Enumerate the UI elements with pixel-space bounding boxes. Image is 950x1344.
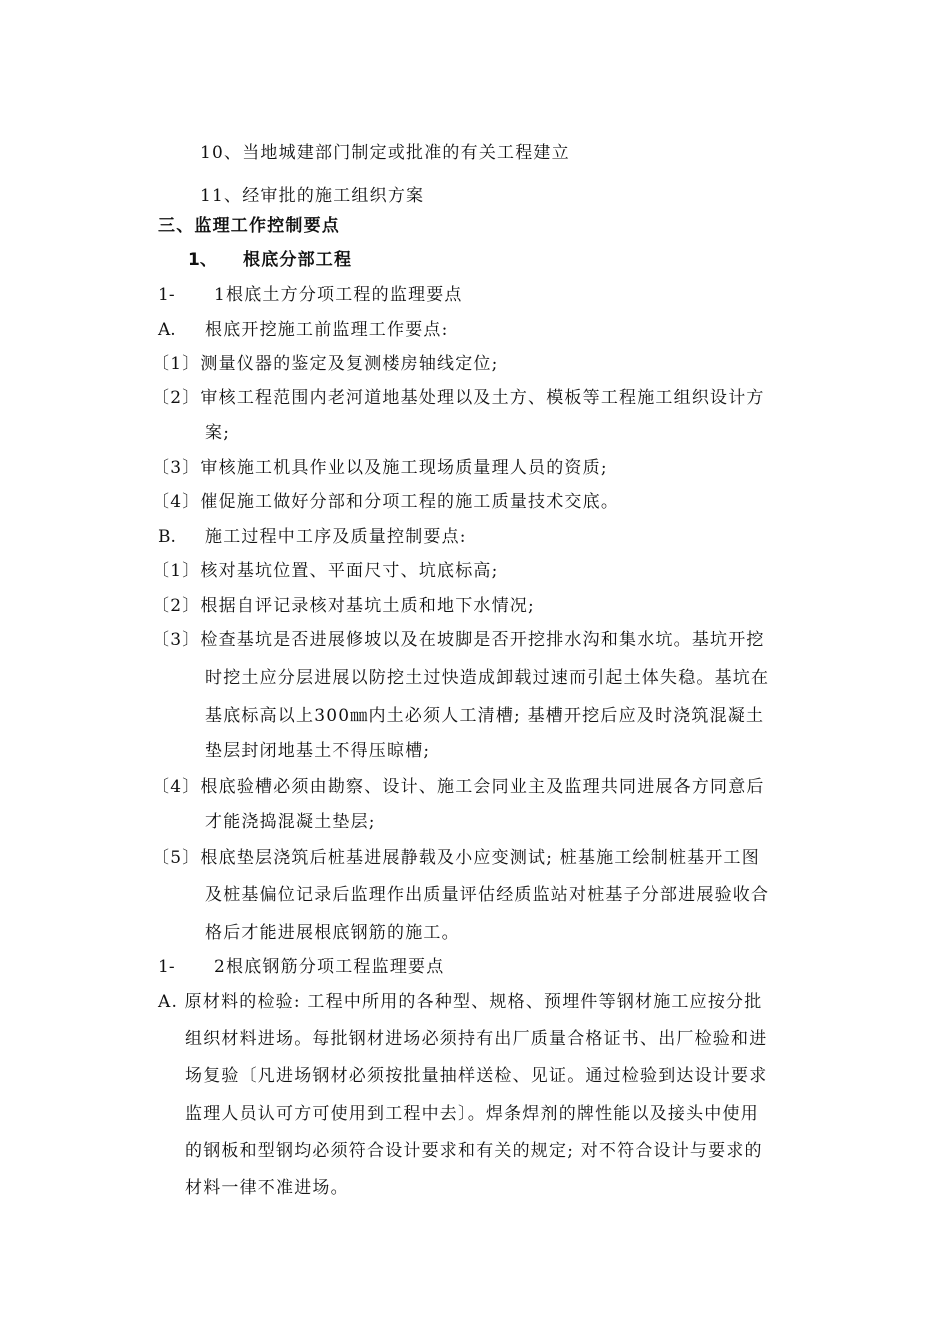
list-item-b1: 〔1〕核对基坑位置、平面尺寸、坑底标高; (152, 561, 499, 581)
item-number-1-1: 1- (158, 285, 175, 305)
heading-a: 根底开挖施工前监理工作要点: (205, 320, 449, 340)
list-item-b5-cont-2: 格后才能进展根底钢筋的施工。 (205, 923, 460, 943)
paragraph-materials-cont-5: 材料一律不准进场。 (185, 1178, 349, 1198)
list-item-10: 10、当地城建部门制定或批准的有关工程建立 (200, 143, 570, 163)
list-item-b3-cont-3: 垫层封闭地基土不得压晾槽; (205, 741, 431, 761)
paragraph-materials-cont-1: 组织材料进场。每批钢材进场必须持有出厂质量合格证书、出厂检验和进 (185, 1029, 768, 1049)
label-a: A. (158, 320, 176, 340)
list-item-b4: 〔4〕根底验槽必须由勘察、设计、施工会同业主及监理共同进展各方同意后 (152, 777, 765, 797)
item-title-1-2: 2根底钢筋分项工程监理要点 (214, 957, 445, 977)
section-heading-3: 三、监理工作控制要点 (158, 216, 340, 236)
paragraph-materials-cont-2: 场复验〔凡进场钢材必须按批量抽样送检、见证。通过检验到达设计要求 (185, 1066, 768, 1086)
list-item-b5: 〔5〕根底垫层浇筑后桩基进展静载及小应变测试; 桩基施工绘制桩基开工图 (152, 848, 760, 868)
heading-b: 施工过程中工序及质量控制要点: (205, 527, 467, 547)
list-item-a2-cont: 案; (205, 423, 231, 443)
list-item-a2: 〔2〕审核工程范围内老河道地基处理以及土方、模板等工程施工组织设计方 (152, 388, 765, 408)
list-item-b3-cont-1: 时挖土应分层进展以防挖土过快造成卸载过速而引起土体失稳。基坑在 (205, 668, 770, 688)
list-item-a4: 〔4〕催促施工做好分部和分项工程的施工质量技术交底。 (152, 492, 620, 512)
item-title-1-1: 1根底土方分项工程的监理要点 (214, 285, 463, 305)
list-item-a1: 〔1〕测量仪器的鉴定及复测楼房轴线定位; (152, 354, 499, 374)
list-item-b3: 〔3〕检查基坑是否进展修坡以及在坡脚是否开挖排水沟和集水坑。基坑开挖 (152, 630, 765, 650)
list-item-a3: 〔3〕审核施工机具作业以及施工现场质量理人员的资质; (152, 458, 608, 478)
subsection-title-1: 根底分部工程 (243, 250, 353, 270)
list-item-b2: 〔2〕根据自评记录核对基坑土质和地下水情况; (152, 596, 535, 616)
list-item-11: 11、经审批的施工组织方案 (200, 186, 425, 206)
subsection-number-1: 1、 (188, 250, 217, 270)
list-item-b5-cont-1: 及桩基偏位记录后监理作出质量评估经质监站对桩基子分部进展验收合 (205, 885, 770, 905)
list-item-b4-cont: 才能浇捣混凝土垫层; (205, 812, 376, 832)
paragraph-materials-cont-3: 监理人员认可方可使用到工程中去〕。焊条焊剂的牌性能以及接头中使用 (185, 1104, 759, 1124)
list-item-b3-cont-2: 基底标高以上300㎜内土必须人工清槽; 基槽开挖后应及时浇筑混凝土 (205, 706, 765, 726)
paragraph-materials-cont-4: 的钢板和型钢均必须符合设计要求和有关的规定; 对不符合设计与要求的 (185, 1141, 763, 1161)
paragraph-materials: A. 原材料的检验: 工程中所用的各种型、规格、预埋件等钢材施工应按分批 (158, 992, 763, 1012)
item-number-1-2: 1- (158, 957, 175, 977)
label-b: B. (158, 527, 176, 547)
